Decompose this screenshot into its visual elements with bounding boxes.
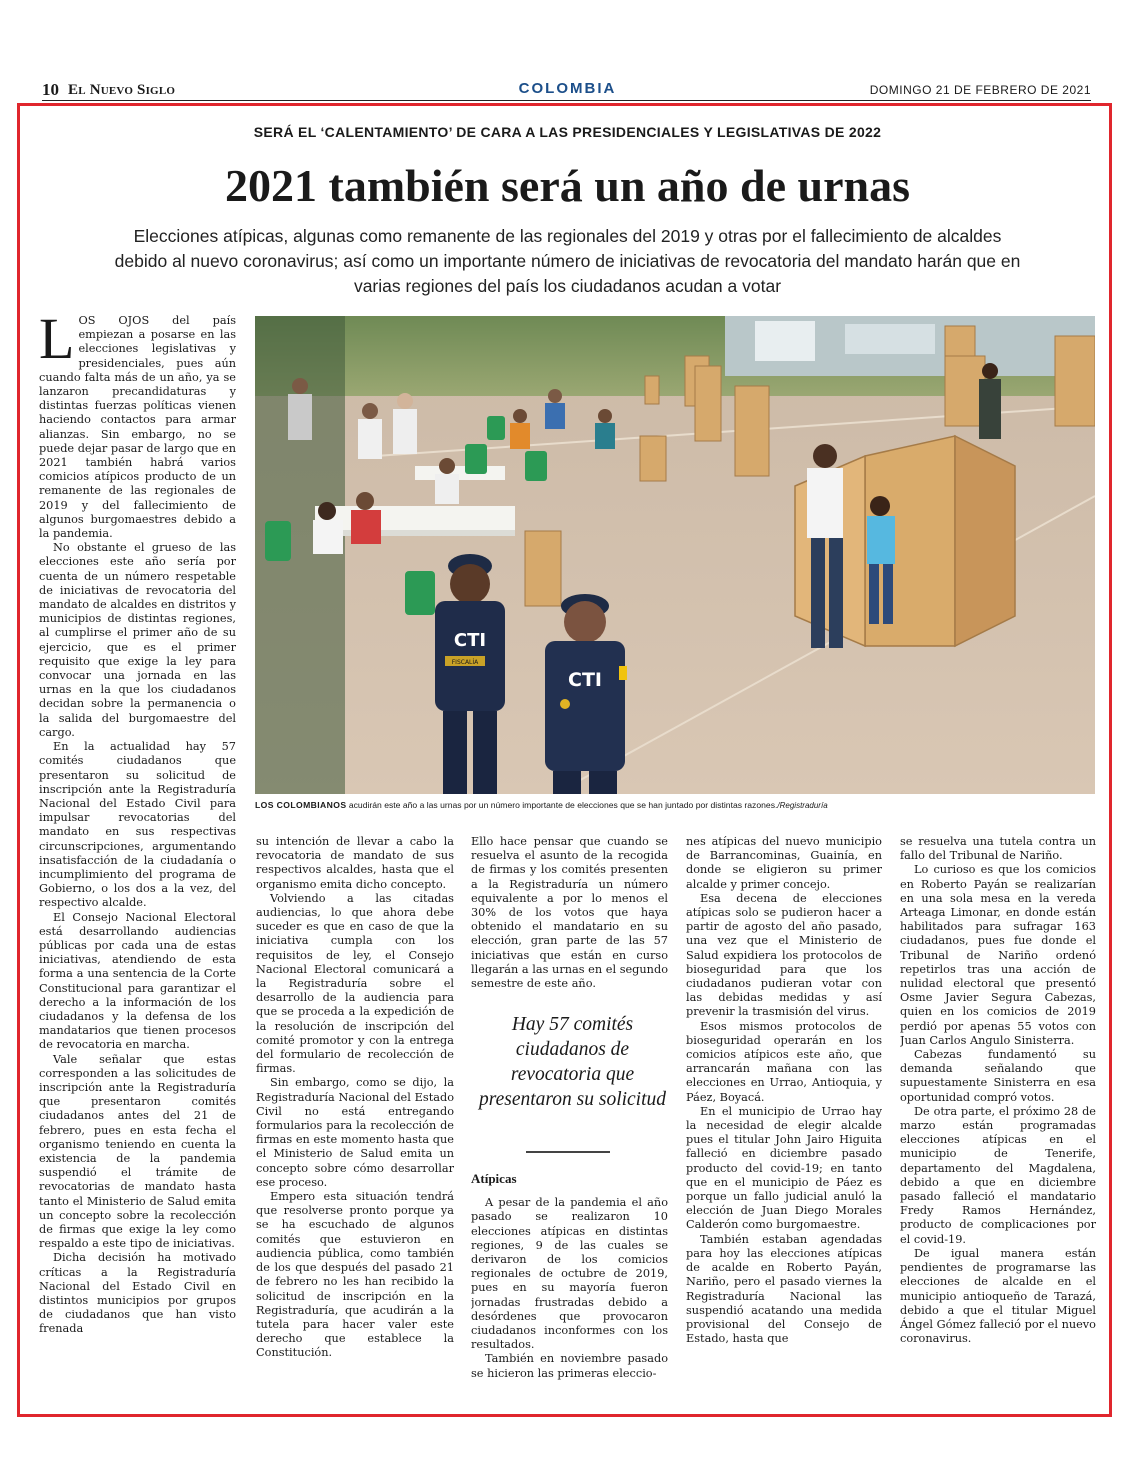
article-photo: [255, 316, 1095, 794]
col2-paragraph: su intención de llevar a cabo la revocatoria de mandato de sus respectivos alcaldes, hasta que el organismo emita dicho concepto.: [256, 835, 454, 891]
badge-text: FISCALÍA: [451, 659, 479, 666]
col1-paragraph: Dicha decisión ha motivado críticas a la Registraduría Nacional del Estado Civil en distintos municipios por grupos de ciudadanos que han visto frenada: [39, 1251, 236, 1336]
col2-paragraph: Sin embargo, como se dijo, la Registraduría Nacional del Estado Civil no está entregando formularios para la recolección de firmas en este momento hasta que el Ministerio de Salud emita un concepto sobre cómo desarrollar ese proceso.: [256, 1076, 454, 1189]
caption-credit: /Registraduría: [777, 801, 828, 810]
col3-paragraph: También en noviembre pasado se hicieron las primeras eleccio-: [471, 1352, 668, 1380]
caption-lead: LOS COLOMBIANOS: [255, 800, 347, 810]
col2-paragraph: Empero esta situación tendrá que resolverse pronto porque ya se ha escuchado de algunos comités que estuvieron en audiencia pública, como también de los que después del pasado 21 de febrero no les han recibido la solicitud de inscripción en la Registraduría, que acudirán a la tutela para hacer valer este derecho que establece la Constitución.: [256, 1190, 454, 1360]
col1-paragraph: OS OJOS del país empiezan a posarse en las elecciones legislativas y presidenciales, pues aún cuando falta más de un año, ya se lanzaron precandidaturas y distintas fuerzas políticas vienen haciendo contactos para armar alianzas. Sin embargo, no se puede dejar pasar de largo que en 2021 también habrá varios comicios atípicos producto de un remanente de las regionales de 2019 y del fallecimiento de algunos burgomaestres debido a la pandemia.: [39, 314, 236, 541]
col1-paragraph: En la actualidad hay 57 comités ciudadanos que presentaron su solicitud de inscripción ante la Registraduría Nacional del Estado Civil para impulsar revocatorias del mandato en sus respectivas circunscripciones, argumentando insatisfacción de la ciudadanía o incumplimiento del programa de Gobierno, o los dos a la vez, del respectivo alcalde.: [39, 740, 236, 910]
article-kicker: SERÁ EL ‘CALENTAMIENTO’ DE CARA A LAS PRESIDENCIALES Y LEGISLATIVAS DE 2022: [253, 124, 882, 140]
pull-quote-rule: [526, 1151, 610, 1153]
col5-paragraph: De igual manera están pendientes de programarse las elecciones de alcalde en el municipio antioqueño de Tarazá, debido a que el titular Miguel Ángel Gómez falleció por el nuevo coronavirus.: [900, 1246, 1096, 1346]
column-4: [686, 835, 882, 1385]
col5-paragraph: De otra parte, el próximo 28 de marzo están programadas elecciones atípicas en el municipio de Tenerife, departamento del Magdalena, debido a que en diciembre pasado falleció el mandatario Fredy Ramos Hernández, producto de complicaciones por el covid-19.: [900, 1104, 1096, 1246]
issue-date: DOMINGO 21 DE FEBRERO DE 2021: [869, 83, 1091, 97]
col4-paragraph: Esos mismos protocolos de bioseguridad operarán en los comicios atípicos este año, que arrancarán mañana con las elecciones en Urrao, Antioquia, y Páez, Boyacá.: [686, 1019, 882, 1104]
col4-paragraph: En el municipio de Urrao hay la necesidad de elegir alcalde pues el titular John Jairo Higuita falleció en diciembre pasado producto del covid-19; en tanto que en el municipio de Páez es porque un fallo judicial anuló la elección de Juan Diego Morales Calderón como burgomaestre.: [686, 1104, 882, 1232]
photo-caption: [255, 800, 1095, 811]
col1-paragraph: No obstante el grueso de las elecciones este año sería por cuenta de un número respetable de iniciativas de revocatoria del mandato de alcaldes en distritos y municipios de distintas regiones, al cumplirse el primer año de su ejercicio, que es el primer requisito que exige la ley para convocar una jornada en las urnas en la que los ciudadanos decidan sobre la permanencia o la salida del burgomaestre del cargo.: [39, 541, 236, 739]
pull-quote: Hay 57 comités ciudadanos de revocatoria que presentaron su solicitud: [478, 1014, 667, 1110]
column-1: [39, 314, 236, 1384]
col5-paragraph: Cabezas fundamentó su demanda señalando que supuestamente Sinisterra en esa oportunidad compró votos.: [900, 1048, 1096, 1104]
col1-paragraph: El Consejo Nacional Electoral está desarrollando audiencias públicas por cada una de estas iniciativas, atendiendo de esta forma a una sentencia de la Corte Constitucional para garantizar el derecho a la información de los ciudadanos y la defensa de los mandatarios que tienen procesos de revocatoria en marcha.: [39, 910, 236, 1052]
col5-paragraph: se resuelva una tutela contra un fallo del Tribunal de Nariño.: [900, 835, 1096, 863]
page-number: 10: [42, 80, 59, 99]
column-2: [256, 835, 454, 1385]
vest-text-right: CTI: [568, 669, 602, 691]
col4-paragraph: Esa decena de elecciones atípicas solo se pudieron hacer a partir de agosto del año pasado, una vez que el Ministerio de Salud expidiera los protocolos de bioseguridad para que los ciudadanos pudieran votar con las debidas medidas y así prevenir la trasmisión del virus.: [686, 891, 882, 1019]
publication-name: El Nuevo Siglo: [68, 82, 176, 98]
col5-paragraph: Lo curioso es que los comicios en Roberto Payán se realizarían en una sola mesa en la vereda Arteaga Limonar, en donde están habilitados para sufragar 163 ciudadanos, pues fue donde el Tribunal de Nariño ordenó repetirlos tras una acción de nulidad electoral que presentó Osme Javier Segura Cabezas, quien en los comicios de 2019 perdió por apenas 55 votos con Juan Carlos Angulo Sinisterra.: [900, 863, 1096, 1047]
subhead-atipicas: Atípicas: [471, 1172, 517, 1186]
article-headline: 2021 también será un año de urnas: [225, 160, 910, 211]
col2-paragraph: Volviendo a las citadas audiencias, lo que ahora debe suceder es que en caso de que la iniciativa cumpla con los requisitos de ley, el Consejo Nacional Electoral comunicará a la Registraduría sobre el desarrollo de la audiencia para que se proceda a la expedición de la resolución de inscripción del comité promotor y con la entrega del formulario de recolección de firmas.: [256, 891, 454, 1076]
drop-cap: L: [39, 314, 75, 371]
col4-paragraph: También estaban agendadas para hoy las elecciones atípicas de acalde en Roberto Payán, Nariño, pero el pasado viernes la Registraduría Nacional las suspendió acatando una medida provisional del Consejo de Estado, hasta que: [686, 1232, 882, 1346]
col3-paragraph: Ello hace pensar que cuando se resuelva el asunto de la recogida de firmas y los comités presenten a la Registraduría un número equivalente a por lo menos el 30% de los votos que haya obtenido el mandatario en su elección, gran parte de las 57 iniciativas que están en curso llegarán a las urnas en el segundo semestre de este año.: [471, 835, 668, 991]
article-deck: Elecciones atípicas, algunas como remanente de las regionales del 2019 y otras por el fallecimiento de alcaldes debido al nuevo coronavirus; así como un importante número de iniciativas de revocatoria del mandato harán que en varias regiones del país los ciudadanos acudan a votar: [114, 226, 1021, 296]
section-name: COLOMBIA: [518, 80, 617, 97]
vest-text-left: CTI: [453, 630, 487, 651]
header-rule: [42, 100, 1091, 101]
column-5: [900, 835, 1096, 1385]
col3-paragraph: A pesar de la pandemia el año pasado se realizaron 10 elecciones atípicas en distintas regiones, 9 de las cuales se derivaron de los comicios regionales de octubre de 2019, pues en su mayoría fueron jornadas frustradas debido a desórdenes que provocaron ciudadanos inconformes con los resultados.: [471, 1196, 668, 1352]
column-3-bottom: [471, 1172, 668, 1387]
col1-paragraph: Vale señalar que estas corresponden a las solicitudes de inscripción ante la Registraduría que presentaron comités ciudadanos antes del 21 de febrero, pues en esta fecha el organismo teniendo en cuenta la existencia de la pandemia suspendió el trámite de revocatorias de mandato hasta tanto el Ministerio de Salud emita un concepto sobre la recolección de firmas que exige la ley como respaldo a este tipo de iniciativas.: [39, 1052, 236, 1251]
column-3-top: [471, 835, 668, 995]
caption-text: acudirán este año a las urnas por un número importante de elecciones que se han juntado por distintas razones.: [346, 800, 778, 810]
col4-paragraph: nes atípicas del nuevo municipio de Barrancominas, Guainía, en donde se eligieron su primer alcalde y primer concejo.: [686, 835, 882, 891]
